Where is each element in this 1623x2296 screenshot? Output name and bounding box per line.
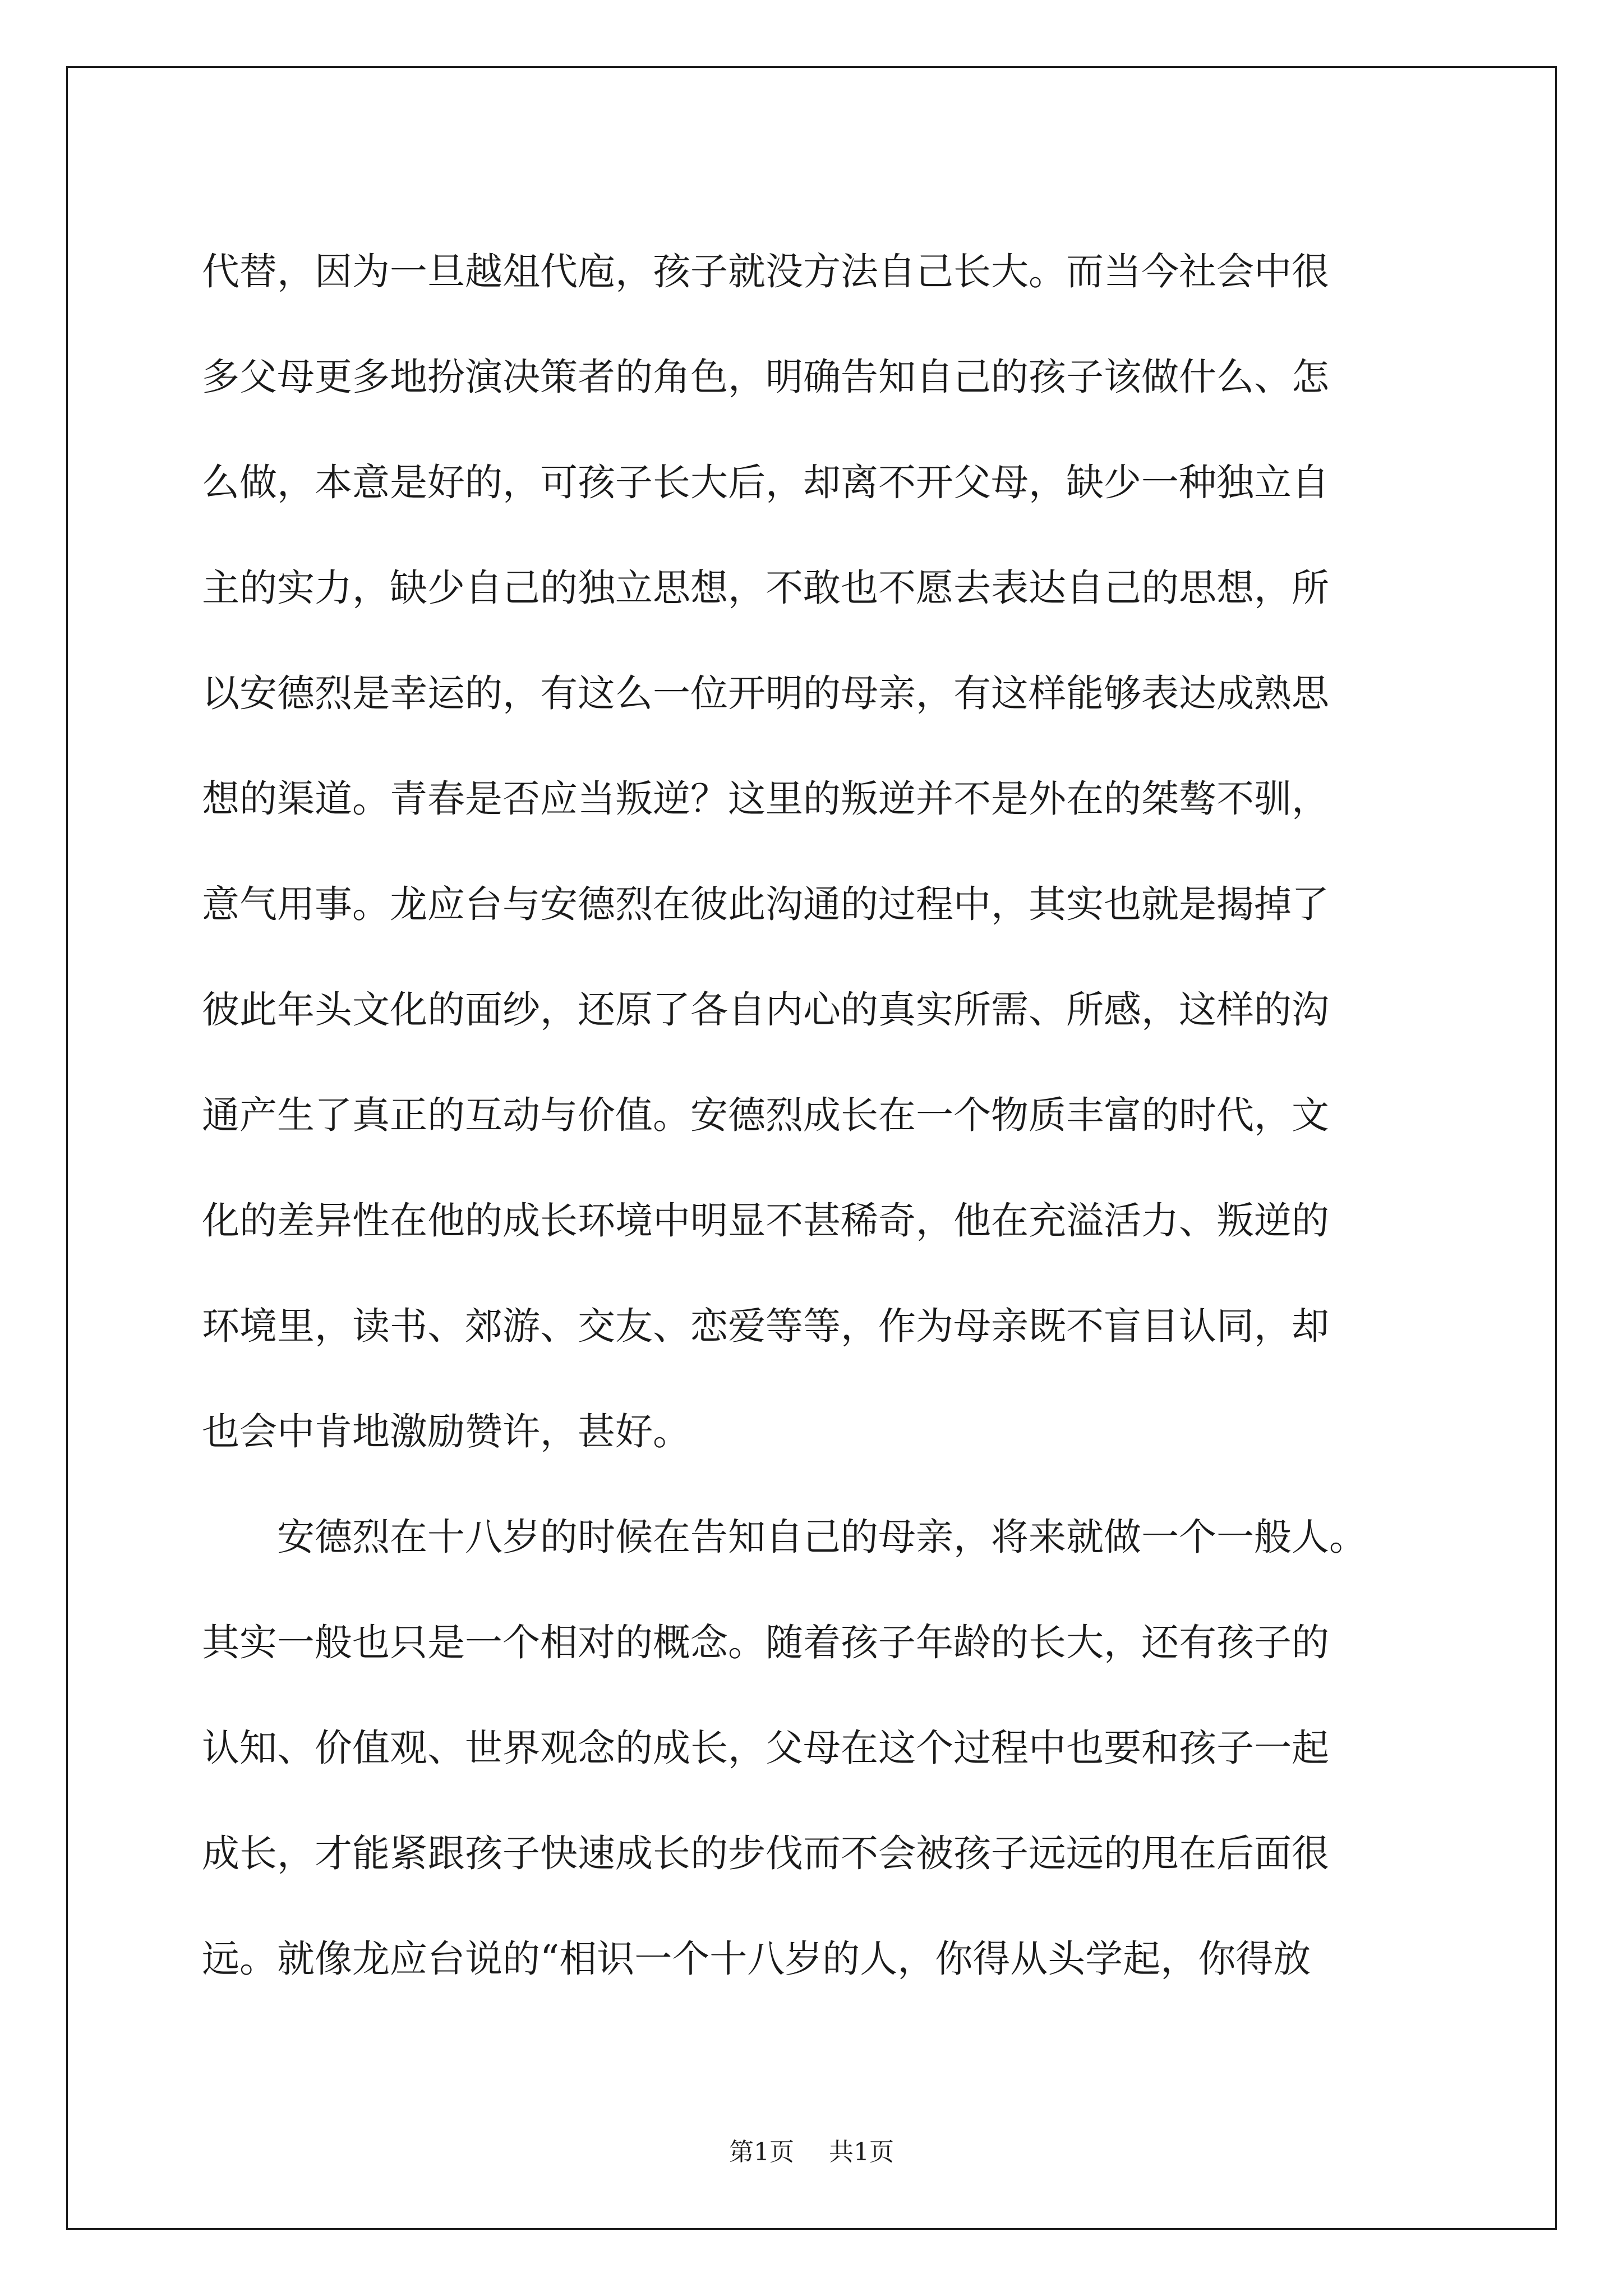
text-line: 想的渠道。青春是否应当叛逆？这里的叛逆并不是外在的桀骜不驯， [202, 777, 1329, 821]
text-line: 环境里，读书、郊游、交友、恋爱等等，作为母亲既不盲目认同，却 [202, 1304, 1329, 1348]
page-number: 第1页 [729, 2138, 794, 2166]
text-line: 远。就像龙应台说的“相识一个十八岁的人，你得从头学起，你得放 [202, 1937, 1311, 1981]
text-line: 主的实力，缺少自己的独立思想，不敢也不愿去表达自己的思想，所 [202, 566, 1329, 610]
text-line: 彼此年头文化的面纱，还原了各自内心的真实所需、所感，这样的沟 [202, 988, 1329, 1032]
text-line: 么做，本意是好的，可孩子长大后，却离不开父母，缺少一种独立自 [202, 461, 1329, 504]
paragraph-start-line: 安德烈在十八岁的时候在告知自己的母亲，将来就做一个一般人。 [277, 1515, 1367, 1559]
text-line: 通产生了真正的互动与价值。安德烈成长在一个物质丰富的时代，文 [202, 1093, 1329, 1137]
text-line: 以安德烈是幸运的，有这么一位开明的母亲，有这样能够表达成熟思 [202, 671, 1329, 715]
text-line: 成长，才能紧跟孩子快速成长的步伐而不会被孩子远远的甩在后面很 [202, 1832, 1329, 1875]
text-line: 也会中肯地激励赞许，甚好。 [202, 1410, 690, 1453]
text-line: 代替，因为一旦越俎代庖，孩子就没方法自己长大。而当今社会中很 [202, 250, 1329, 293]
text-line: 化的差异性在他的成长环境中明显不甚稀奇，他在充溢活力、叛逆的 [202, 1199, 1329, 1243]
page-footer [0, 2132, 1623, 2168]
text-line: 认知、价值观、世界观念的成长，父母在这个过程中也要和孩子一起 [202, 1726, 1329, 1770]
page-total: 共1页 [829, 2138, 894, 2166]
text-line: 多父母更多地扮演决策者的角色，明确告知自己的孩子该做什么、怎 [202, 355, 1329, 399]
text-line: 意气用事。龙应台与安德烈在彼此沟通的过程中，其实也就是揭掉了 [202, 882, 1329, 926]
text-line: 其实一般也只是一个相对的概念。随着孩子年龄的长大，还有孩子的 [202, 1621, 1329, 1664]
document-body [202, 219, 1438, 2012]
